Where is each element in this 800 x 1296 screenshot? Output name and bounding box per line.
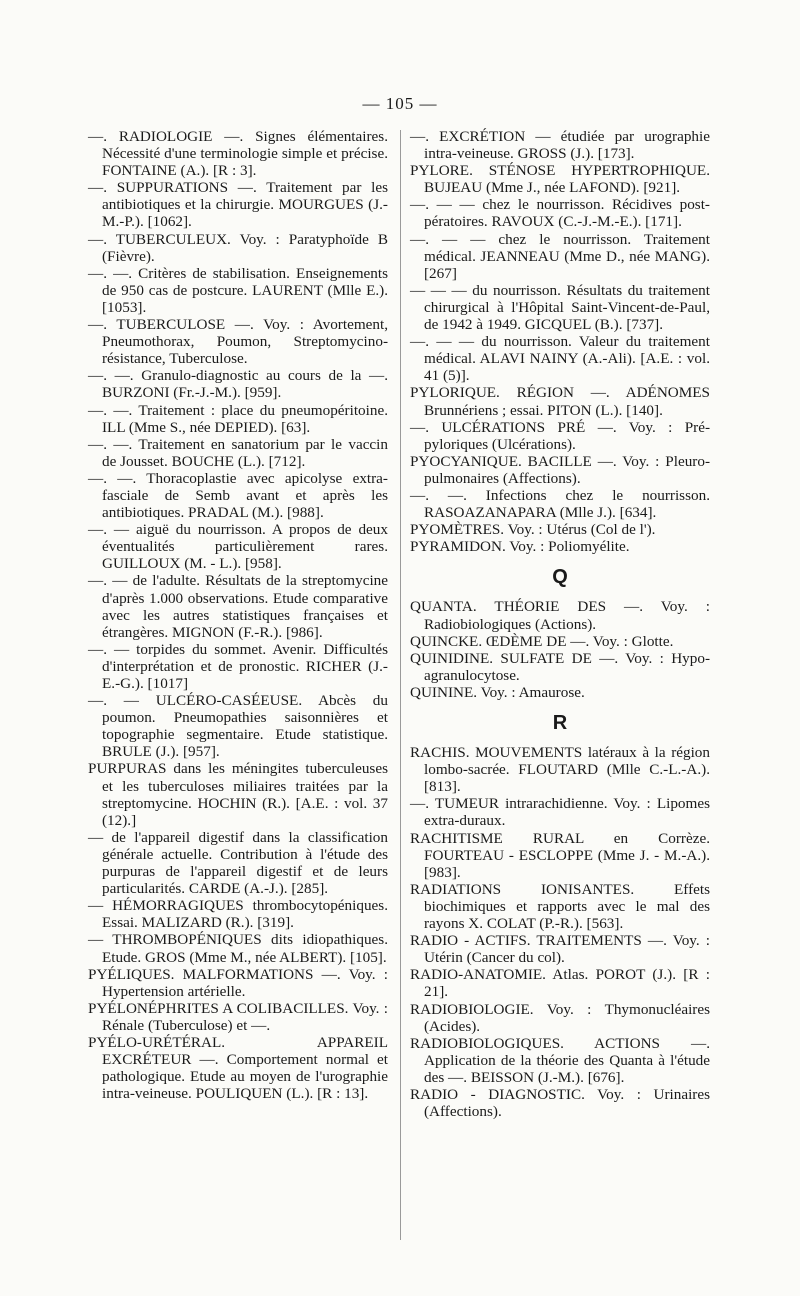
index-entry: RADIO - DIAGNOSTIC. Voy. : Urinaires (Affections). [410,1085,710,1121]
index-entry: —. — — chez le nourrisson. Récidives post-pératoires. RAVOUX (C.-J.-M.-E.). [171]. [410,196,710,231]
index-entry: —. — — du nourrisson. Valeur du traitement médical. ALAVI NAINY (A.-Ali). [A.E. : vol. 41 (5)]. [410,333,710,385]
index-entry: QUINIDINE. SULFATE DE —. Voy. : Hypo-agranulocytose. [410,649,710,684]
section-letter-q: Q [552,566,568,589]
index-entry: —. TUBERCULOSE —. Voy. : Avortement, Pneumothorax, Poumon, Streptomycino-résistance, Tuberculose. [88,316,388,368]
section-letter-r: R [552,712,568,734]
index-entry: PYÉLIQUES. MALFORMATIONS —. Voy. : Hypertension artérielle. [88,965,388,1000]
index-entry: — de l'appareil digestif dans la classification générale actuelle. Contribution à l'étude des purpuras de l'appareil digestif et de leurs particularités. CARDE (A.-J.). [285]. [88,828,388,898]
index-entry: —. ULCÉRATIONS PRÉ —. Voy. : Pré-pyloriques (Ulcérations). [410,418,710,453]
index-entry: —. —. Granulo-diagnostic au cours de la —. BURZONI (Fr.-J.-M.). [959]. [88,367,388,402]
index-entry: — — — du nourrisson. Résultats du traitement chirurgical à l'Hôpital Saint-Vincent-de-Paul, de 1942 à 1949. GICQUEL (B.). [737]. [410,281,710,334]
right-column [410,128,710,1120]
page-number: — 105 — [362,94,438,113]
index-entry: —. —. Traitement : place du pneumopéritoine. ILL (Mme S., née DEPIED). [63]. [88,401,388,436]
index-entry: PYLORE. STÉNOSE HYPERTROPHIQUE. BUJEAU (Mme J., née LAFOND). [921]. [410,162,710,197]
left-column [88,128,388,1102]
index-entry: —. RADIOLOGIE —. Signes élémentaires. Nécessité d'une terminologie simple et précise. FONTAINE (A.). [R : 3]. [88,128,388,180]
index-entry: —. TUMEUR intrarachidienne. Voy. : Lipomes extra-duraux. [410,795,710,830]
index-entry: PYLORIQUE. RÉGION —. ADÉNOMES Brunnériens ; essai. PITON (L.). [140]. [410,384,710,419]
index-entry: PYÉLO-URÉTÉRAL. APPAREIL EXCRÉTEUR —. Comportement normal et pathologique. Etude au moyen de l'urographie intra-veineuse. POULIQUEN (L.). [R : 13]. [88,1033,388,1103]
index-entry: RADIO-ANATOMIE. Atlas. POROT (J.). [R : 21]. [410,966,710,1001]
index-entry: RADIO - ACTIFS. TRAITEMENTS —. Voy. : Utérin (Cancer du col). [410,932,710,967]
column-divider [400,130,401,1240]
index-entry: —. TUBERCULEUX. Voy. : Paratyphoïde B (Fièvre). [88,230,388,265]
index-entry: RACHITISME RURAL en Corrèze. FOURTEAU - ESCLOPPE (Mme J. - M.-A.). [983]. [410,829,710,881]
index-entry: — THROMBOPÉNIQUES dits idiopathiques. Etude. GROS (Mme M., née ALBERT). [105]. [88,931,388,966]
index-entry: —. — aiguë du nourrisson. A propos de deux éventualités particulièrement rares. GUILLOUX (M. - L.). [958]. [88,521,388,573]
index-entry: —. —. Thoracoplastie avec apicolyse extra-fasciale de Semb avant et après les antibiotiques. PRADAL (M.). [988]. [88,469,388,522]
index-entry: RADIOBIOLOGIQUES. ACTIONS —. Application de la théorie des Quanta à l'étude des —. BEISSON (J.-M.). [676]. [410,1034,710,1086]
index-entry: — HÉMORRAGIQUES thrombocytopéniques. Essai. MALIZARD (R.). [319]. [88,897,388,932]
index-entry: PYOMÈTRES. Voy. : Utérus (Col de l'). [410,521,656,539]
index-entry: PURPURAS dans les méningites tuberculeuses et les tuberculoses miliaires traitées par la streptomycine. HOCHIN (R.). [A.E. : vol. 37 (12).] [88,760,388,829]
index-entry: QUANTA. THÉORIE DES —. Voy. : Radiobiologiques (Actions). [410,598,710,633]
index-entry: —. — — chez le nourrisson. Traitement médical. JEANNEAU (Mme D., née MANG). [267] [410,230,710,282]
index-entry: PYRAMIDON. Voy. : Poliomyélite. [410,538,630,556]
index-entry: PYOCYANIQUE. BACILLE —. Voy. : Pleuro-pulmonaires (Affections). [410,452,710,487]
index-entry: RADIATIONS IONISANTES. Effets biochimiques et rapports avec le mal des rayons X. COLAT (P.-R.). [563]. [410,880,710,933]
index-entry: —. — ULCÉRO-CASÉEUSE. Abcès du poumon. Pneumopathies saisonnières et topographie segmentaire. Etude statistique. BRULE (J.). [957]. [88,692,388,761]
index-entry: —. —. Critères de stabilisation. Enseignements de 950 cas de postcure. LAURENT (Mlle E.). [1053]. [88,264,388,316]
index-entry: —. EXCRÉTION — étudiée par urographie intra-veineuse. GROSS (J.). [173]. [410,128,710,163]
index-entry: —. —. Infections chez le nourrisson. RASOAZANAPARA (Mlle J.). [634]. [410,486,710,522]
index-entry: —. — torpides du sommet. Avenir. Difficultés d'interprétation et de pronostic. RICHER (J.-E.-G.). [1017] [88,640,388,692]
index-entry: —. — de l'adulte. Résultats de la streptomycine d'après 1.000 observations. Etude comparative avec les autres statistiques françaises et étrangères. MIGNON (F.-R.). [986]. [88,572,388,641]
index-entry: —. —. Traitement en sanatorium par le vaccin de Jousset. BOUCHE (L.). [712]. [88,435,388,470]
index-entry: QUINCKE. ŒDÈME DE —. Voy. : Glotte. [410,632,674,650]
index-entry: —. SUPPURATIONS —. Traitement par les antibiotiques et la chirurgie. MOURGUES (J.-M.-P.). [1062]. [88,179,388,231]
index-entry: PYÉLONÉPHRITES A COLIBACILLES. Voy. : Rénale (Tuberculose) et —. [88,999,388,1034]
index-entry: QUININE. Voy. : Amaurose. [410,683,585,701]
index-entry: RACHIS. MOUVEMENTS latéraux à la région lombo-sacrée. FLOUTARD (Mlle C.-L.-A.). [813]. [410,744,710,796]
index-entry: RADIOBIOLOGIE. Voy. : Thymonucléaires (Acides). [410,1000,710,1035]
